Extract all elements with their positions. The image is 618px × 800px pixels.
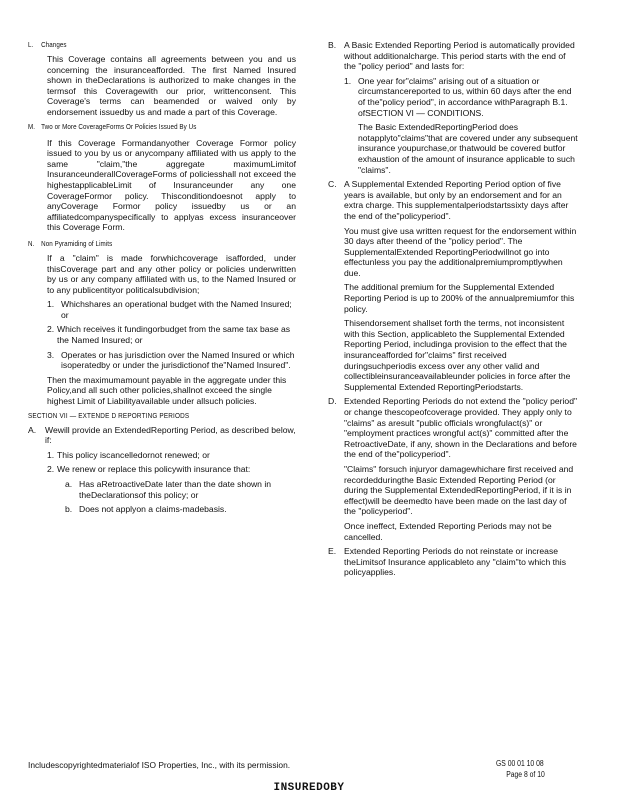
section-m-title: Two or More CoverageForms Or Policies Issued By Us: [41, 121, 197, 131]
section-b-body: A Basic Extended Reporting Period is automatically provided without additionalcharge. This period starts with the end of the "policy period" and lasts for:: [344, 40, 575, 72]
list-item: 1. One year for"claims" arising out of a situation or circumstancereported to us, within 60 days after the end of the"policy period", in accordance withParagraph B.1. ofSECTION VI — CONDITIONS.: [344, 75, 572, 118]
section-c: [328, 179, 578, 221]
section-e: [328, 546, 578, 578]
section-c-body: A Supplemental Extended Reporting Period option of five years is available, but only by an endorsement and for an extra charge. This supplementalperiodstartssixty days after the end of the"policyperiod".: [344, 179, 569, 221]
section-m-body: If this Coverage Formandanyother Coverage Formor policy issued to you by us or anycompany affiliated with us apply to the same "claim,"the aggregate maximumLimitof InsuranceunderallCoverageForms of policiesshall not exceed the highestapplicableLimit of Insuranceunder any one CoverageFormor policy. Thisconditiondoesnot apply to anyCoverage Formor policy issuedby us or an affiliatedcompanyspecifically to applyas excess insuranceover this Coverage Form.: [47, 137, 296, 233]
list-item: 3. Operates or has jurisdiction over the Named Insured or which isoperatedby or under the jurisdictionof the"Named Insured".: [47, 349, 295, 371]
section-d: [328, 396, 578, 460]
list-item: 1. This policy iscancelledornot renewed; or: [47, 449, 210, 460]
left-column: [28, 40, 296, 515]
list-item: a. Has aRetroactiveDate later than the date shown in theDeclarationsof this policy; or: [65, 479, 272, 500]
list-item: 2. Which receives it fundingorbudget from the same tax base as the Named Insured; or: [47, 324, 291, 346]
section-c-p4: Thisendorsement shallset forth the terms, not inconsistent with this Section, applicableto the Supplemental Extended Reporting Period, includinga provision to the effect that the insuranceafforded for"claims" first received duringsuchperiodis excess over any other valid and collectibleinsuranceavailableunder policies in force after the Supplemental Extended ReportingPeriodstarts.: [344, 318, 571, 392]
section-n-heading: [28, 239, 248, 249]
list-item: 2. We renew or replace this policywith insurance that:: [47, 464, 251, 475]
page-number: Page 8 of 10: [506, 770, 545, 779]
right-column: [328, 40, 578, 578]
list-item: b. Does not applyon a claims-madebasis.: [65, 504, 227, 515]
section-b-para: The Basic ExtendedReportingPeriod does notapplyto"claims"that are covered under any subsequent insurance youpurchase,or thatwould be covered butfor exhaustion of the amount of insurance applicable to such "claims".: [358, 122, 578, 175]
insured-stamp: INSUREDOBY: [273, 782, 345, 794]
section-b-list: [328, 76, 578, 175]
copyright-notice: Includescopyrightedmaterialof ISO Properties, Inc., with its permission.: [28, 760, 291, 770]
section-l-title: Changes: [41, 40, 67, 49]
section-d-p2: "Claims" forsuch injuryor damagewhichare first received and recordedduringthe Basic Extended Reporting Period (or during the Supplemental ExtendedReportingPeriod, if it is in effect)will be deemedto have been made on the last day of the "policyperiod".: [344, 463, 574, 517]
section-n-list: [28, 299, 296, 371]
section-d-p3: Once ineffect, Extended Reporting Periods may not be cancelled.: [344, 520, 552, 542]
section-a-body: Wewill provide an ExtendedReporting Period, as described below, if:: [45, 424, 296, 446]
section-a: [28, 425, 296, 446]
section-l-heading: [28, 40, 248, 50]
section-m-heading: [28, 122, 248, 132]
form-info: [496, 758, 545, 780]
form-number: GS 00 01 10 08: [496, 759, 544, 768]
section-l-label: L.: [28, 40, 34, 49]
section-l-body: This Coverage contains all agreements between you and us concerning the insuranceafforded. The first Named Insured shown in theDeclarations is authorized to make changes in the termsof this Coveragewith our prior, writtenconsent. This Coverage's terms can beamended or waived only by endorsement issuedby us and made a part of this Coverage.: [47, 54, 296, 117]
section-e-label: E.: [328, 546, 337, 557]
section-c-p3: The additional premium for the Supplemental Extended Reporting Period is up to 200% of the annualpremiumfor this policy.: [344, 282, 575, 314]
section-a-sublist: [47, 479, 296, 515]
section-c-p2: You must give usa written request for the endorsement within 30 days after theend of the "policy period". The SupplementalExtended ReportingPeriodwillnot go into effectunless you pay the additionalpremiumpromptlywhen due.: [344, 225, 577, 278]
section-b-label: B.: [328, 40, 337, 50]
section-m-label: M.: [28, 121, 36, 131]
section-d-label: D.: [328, 396, 337, 407]
section-vii-heading: SECTION VII — EXTENDE D REPORTING PERIODS: [28, 410, 190, 420]
section-a-label: A.: [28, 424, 37, 435]
section-n-close: Then the maximumamount payable in the aggregate under this Policy,and all such other policies,shallnot exceed the single highest Limit of Liabilityavailable under allsuch policies.: [47, 374, 287, 407]
section-e-body: Extended Reporting Periods do not reinstate or increase theLimitsof Insurance applicableto any "claim"to which this policyapplies.: [344, 546, 567, 578]
list-item: 1. Whichshares an operational budget with the Named Insured; or: [47, 299, 292, 320]
section-d-body: Extended Reporting Periods do not extend the "policy period" or change thescopeofcoverage provided. They apply only to "claims" as aresult "public officials wrongfulact(s)" or "employment practices wrongful act(s)" committed after the RetroactiveDate, if any, shown in the Declarations and before the end of the"policyperiod".: [344, 396, 578, 460]
section-c-label: C.: [328, 179, 337, 190]
section-a-list: [28, 450, 296, 515]
section-n-body: If a "claim" is made forwhichcoverage isafforded, under thisCoverage part and any other policy or policies underwritten by us or any company affiliated with us, to the Named Insured or to any publicentityor politicalsubdivision;: [47, 252, 296, 295]
section-n-label: N.: [28, 238, 35, 248]
section-n-title: Non Pyramiding of Limits: [41, 238, 113, 248]
section-b: [328, 40, 578, 72]
